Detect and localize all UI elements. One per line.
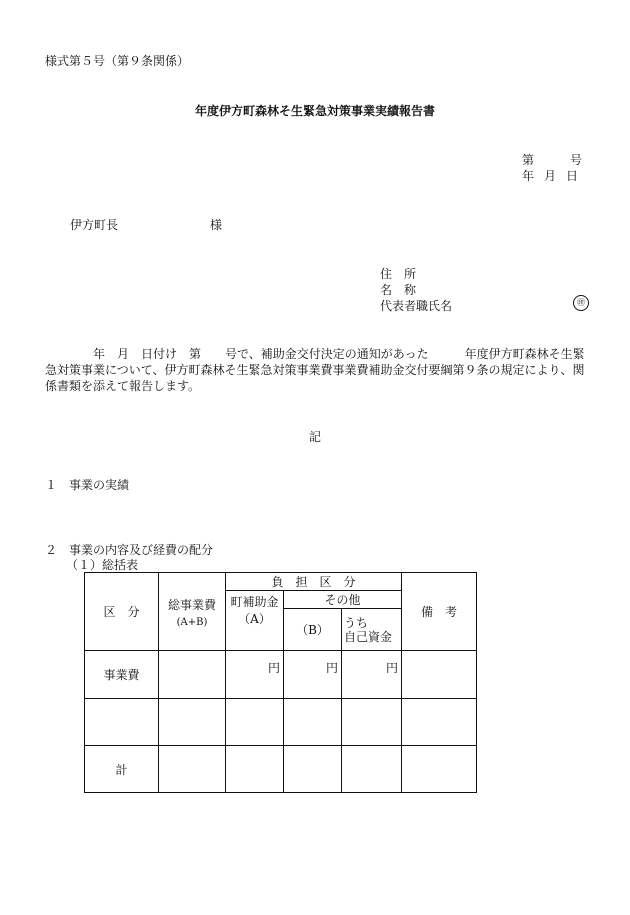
form-number: 様式第５号（第９条関係） xyxy=(45,54,190,68)
subsection-1-heading: （１）総括表 xyxy=(66,558,139,572)
cell-empty xyxy=(284,746,342,793)
header-total-cost xyxy=(159,573,226,651)
addressee xyxy=(70,216,222,233)
report-body-text: 年 月 日付け 第 号で、補助金交付決定の通知があった 年度伊方町森林そ生緊急対策事業について、伊方町森林そ生緊急対策事業費事業費補助金交付要綱第９条の規定により、関係書類を添えて報告します。 xyxy=(45,347,585,393)
header-own-funds xyxy=(342,609,402,651)
row-label-total: 計 xyxy=(85,746,159,793)
header-burden: 負 担 区 分 xyxy=(226,573,402,591)
go-label: 号 xyxy=(570,153,583,167)
applicant-address-label: 住 所 xyxy=(380,267,417,281)
table-row xyxy=(85,651,477,699)
cell-empty xyxy=(284,699,342,746)
cell-empty xyxy=(226,699,284,746)
town-subsidy-label: 町補助金 xyxy=(230,595,279,609)
header-town-subsidy xyxy=(226,591,284,651)
cell-empty xyxy=(85,699,159,746)
own-funds-line1: うち xyxy=(344,615,369,630)
month-label: 月 xyxy=(544,169,557,183)
own-funds-line2: 自己資金 xyxy=(344,629,393,644)
cell-other: 円 xyxy=(284,651,342,699)
town-subsidy-code: （A） xyxy=(238,612,271,626)
ki-heading: 記 xyxy=(308,430,321,444)
row-label-business-cost: 事業費 xyxy=(85,651,159,699)
cell-empty xyxy=(226,746,284,793)
day-label: 日 xyxy=(566,169,579,183)
header-kubun: 区 分 xyxy=(85,573,159,651)
reference-date xyxy=(522,167,588,184)
cell-empty xyxy=(342,746,402,793)
header-remarks: 備 考 xyxy=(402,573,477,651)
reference-number xyxy=(522,151,582,168)
document-title: 年度伊方町森林そ生緊急対策事業実績報告書 xyxy=(194,104,435,118)
applicant-name-label: 名 称 xyxy=(380,283,417,297)
year-label: 年 xyxy=(522,169,535,183)
addressee-name: 伊方町長 xyxy=(70,218,119,232)
total-cost-label: 総事業費 xyxy=(167,597,216,612)
section-1-heading: １ 事業の実績 xyxy=(45,478,130,492)
seal-mark: ㊞ xyxy=(573,295,589,311)
table-row xyxy=(85,699,477,746)
cell-empty xyxy=(159,746,226,793)
header-other-b: （B） xyxy=(284,609,342,651)
cell-town-subsidy: 円 xyxy=(226,651,284,699)
cell-empty xyxy=(402,746,477,793)
summary-table xyxy=(84,572,477,793)
representative-label: 代表者職氏名 xyxy=(380,299,453,313)
total-cost-formula: (A+B) xyxy=(176,616,208,628)
section-2-heading: ２ 事業の内容及び経費の配分 xyxy=(45,543,214,557)
header-other: その他 xyxy=(284,591,402,609)
cell-empty xyxy=(342,699,402,746)
table-row xyxy=(85,746,477,793)
honorific: 様 xyxy=(210,218,223,232)
dai-label: 第 xyxy=(522,153,535,167)
cell-empty xyxy=(402,699,477,746)
cell-remarks xyxy=(402,651,477,699)
cell-empty xyxy=(159,699,226,746)
cell-total-cost xyxy=(159,651,226,699)
cell-own-funds: 円 xyxy=(342,651,402,699)
